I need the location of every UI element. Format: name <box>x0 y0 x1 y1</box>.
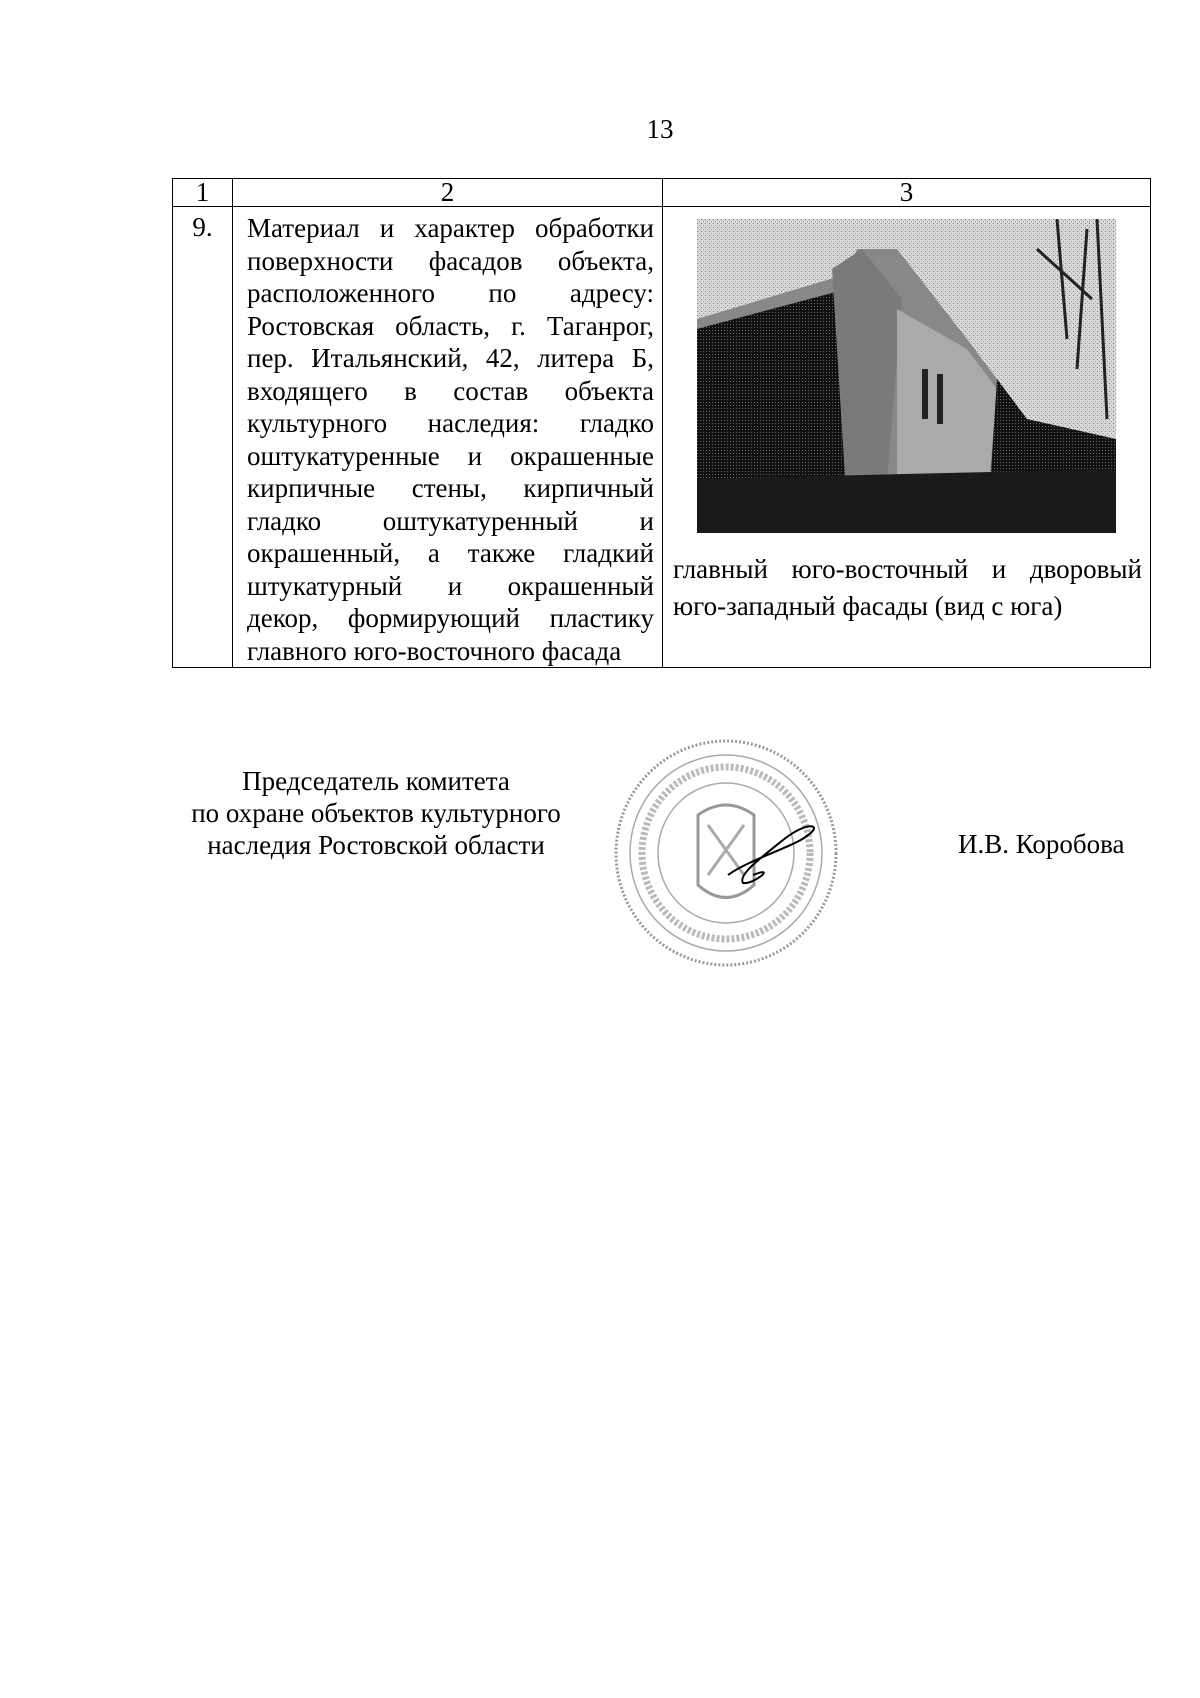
header-col-1: 1 <box>173 179 233 207</box>
text-line: гладко оштукатуренный и <box>247 505 654 536</box>
text-line: оштукатуренные и окрашенные <box>247 440 654 471</box>
signatory-name: И.В. Коробова <box>958 829 1125 859</box>
text-line: главного юго-восточного фасада <box>247 635 622 666</box>
building-photo <box>697 219 1116 533</box>
text-line: пер. Итальянский, 42, литера Б, <box>247 343 654 373</box>
text-line: кирпичные стены, кирпичный <box>247 473 654 503</box>
signatory-title-line: наследия Ростовской области <box>207 830 545 860</box>
text-line: поверхности фасадов объекта, <box>247 245 654 276</box>
text-line: штукатурный и окрашенный <box>247 570 654 601</box>
text-line: юго-западный фасады (вид с юга) <box>673 591 1063 621</box>
header-col-3: 3 <box>663 179 1151 207</box>
signatory-title-line: по охране объектов культурного <box>191 798 561 828</box>
text-line: декор, формирующий пластику <box>247 603 654 633</box>
text-line: расположенного по адресу: <box>247 278 654 308</box>
table-header-row <box>173 179 1151 207</box>
heritage-table <box>172 178 1151 668</box>
text-line: Ростовская область, г. Таганрог, <box>247 310 654 341</box>
photo-caption <box>663 533 1150 635</box>
official-stamp <box>608 735 858 975</box>
text-line: Материал и характер обработки <box>247 213 654 243</box>
page-number: 13 <box>646 114 674 144</box>
row-description <box>233 207 663 668</box>
text-line: культурного наследия: гладко <box>247 408 654 438</box>
header-col-2: 2 <box>233 179 663 207</box>
signatory-title-line: Председатель комитета <box>242 766 510 796</box>
row-photo-cell <box>663 207 1151 668</box>
text-line: входящего в состав объекта <box>247 375 654 406</box>
text-line: главный юго-восточный и дворовый <box>673 554 1142 584</box>
table-row <box>173 207 1151 668</box>
signatory-title <box>176 765 576 861</box>
text-line: окрашенный, а также гладкий <box>247 538 654 568</box>
row-number: 9. <box>173 207 233 668</box>
